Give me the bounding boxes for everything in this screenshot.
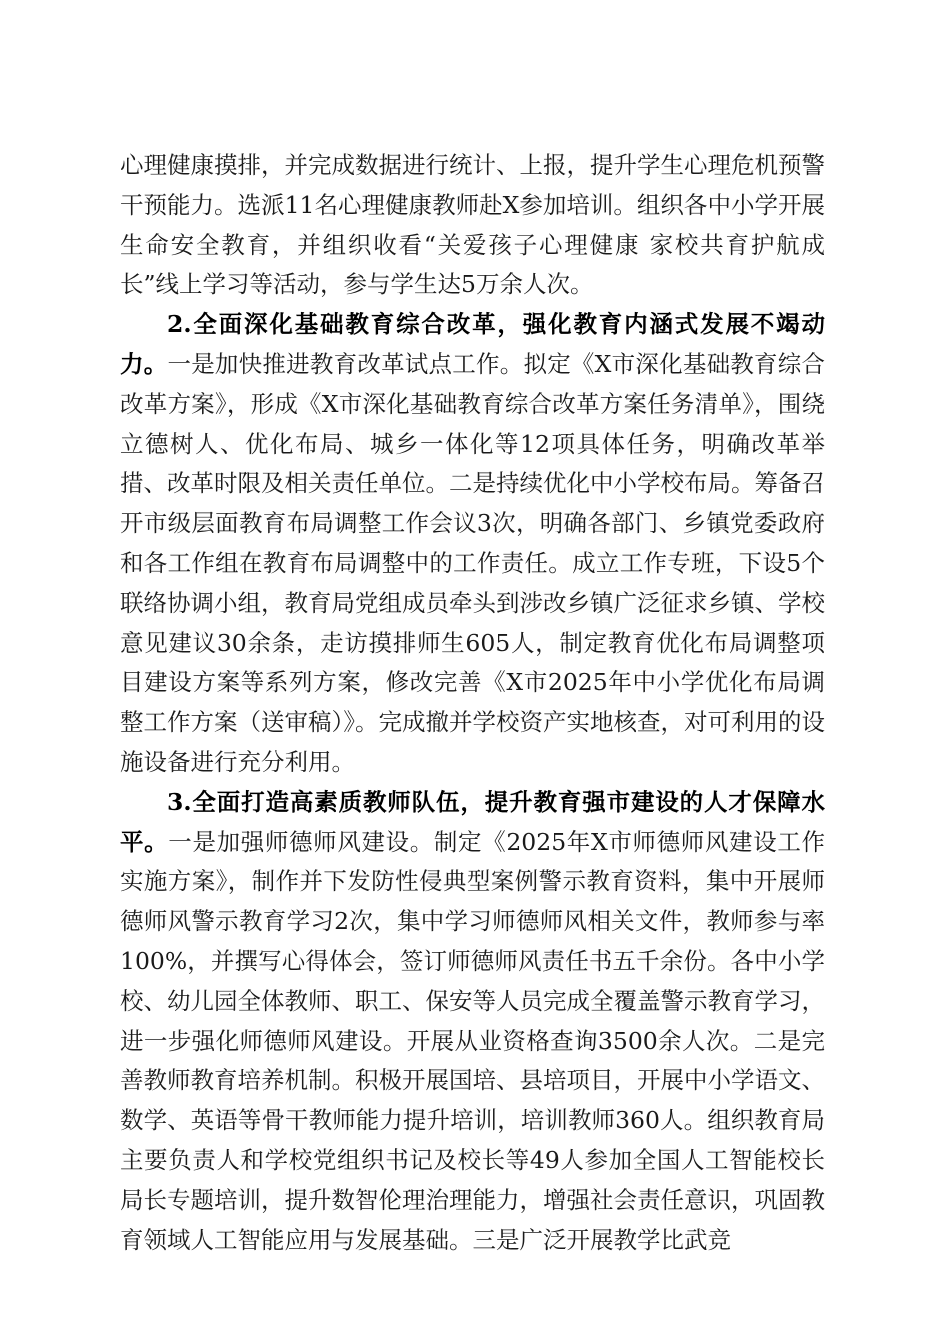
paragraph-3 [120, 783, 825, 1261]
paragraph-2-heading: 2.全面深化基础教育综合改革，强化教育内涵式发展不竭动力。 [120, 310, 825, 378]
paragraph-2 [120, 305, 825, 783]
paragraph-3-text: 一是加强师德师风建设。制定《2025年X市师德师风建设工作实施方案》，制作并下发防性侵典型案例警示教育资料，集中开展师德师风警示教育学习2次，集中学习师德师风相关文件，教师参与率100%，并撰写心得体会，签订师德师风责任书五千余份。各中小学校、幼儿园全体教师、职工、保安等人员完成全覆盖警示教育学习，进一步强化师德师风建设。开展从业资格查询3500余人次。二是完善教师教育培养机制。积极开展国培、县培项目，开展中小学语文、数学、英语等骨干教师能力提升培训，培训教师360人。组织教育局主要负责人和学校党组织书记及校长等49人参加全国人工智能校长局长专题培训，提升数智伦理治理能力，增强社会责任意识，巩固教育领域人工智能应用与发展基础。三是广泛开展教学比武竞 [120, 827, 825, 1254]
paragraph-3-heading: 3.全面打造高素质教师队伍，提升教育强市建设的人才保障水平。 [120, 787, 825, 856]
paragraph-1-text: 心理健康摸排，并完成数据进行统计、上报，提升学生心理危机预警干预能力。选派11名心理健康教师赴X参加培训。组织各中小学开展生命安全教育，并组织收看“关爱孩子心理健康 家校共育护航成长”线上学习等活动，参与学生达5万余人次。 [120, 151, 825, 299]
paragraph-2-text: 一是加快推进教育改革试点工作。拟定《X市深化基础教育综合改革方案》，形成《X市深化基础教育综合改革方案任务清单》，围绕立德树人、优化布局、城乡一体化等12项具体任务，明确改革举措、改革时限及相关责任单位。二是持续优化中小学校布局。筹备召开市级层面教育布局调整工作会议3次，明确各部门、乡镇党委政府和各工作组在教育布局调整中的工作责任。成立工作专班，下设5个联络协调小组，教育局党组成员牵头到涉改乡镇广泛征求乡镇、学校意见建议30余条，走访摸排师生605人，制定教育优化布局调整项目建设方案等系列方案，修改完善《X市2025年中小学优化布局调整工作方案（送审稿）》。完成撤并学校资产实地核查，对可利用的设施设备进行充分利用。 [120, 349, 825, 776]
paragraph-1 [120, 146, 825, 305]
document-body [120, 146, 825, 1260]
